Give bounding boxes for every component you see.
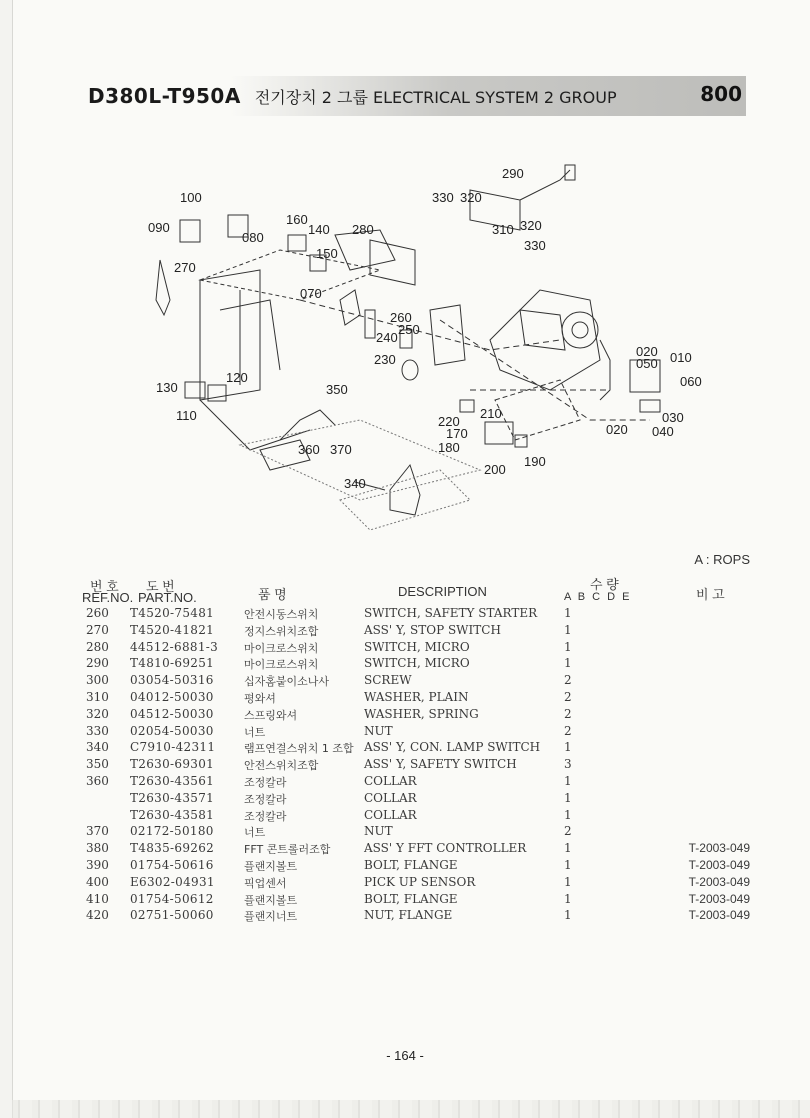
callout-030: 030	[662, 410, 684, 425]
korean-name-cell: 조정칼라	[244, 809, 287, 823]
callout-060: 060	[680, 374, 702, 389]
table-row	[84, 673, 764, 690]
part-no-cell: 01754-50612	[130, 891, 214, 906]
ref-no-cell: 320	[86, 706, 109, 721]
korean-name-cell: 너트	[244, 826, 266, 840]
ref-no-cell: 400	[86, 874, 109, 889]
ref-no-cell: 290	[86, 656, 109, 671]
part-no-cell: T2630-43561	[130, 773, 215, 788]
ref-no-cell: 270	[86, 622, 109, 637]
quantity-cell: 3	[564, 757, 572, 772]
ref-no-cell: 340	[86, 740, 109, 755]
description-cell: SCREW	[364, 673, 412, 688]
ref-no-cell: 350	[86, 757, 109, 772]
part-no-cell: E6302-04931	[130, 874, 215, 889]
description-cell: ASS' Y FFT CONTROLLER	[364, 841, 527, 856]
callout-320b: 320	[520, 218, 542, 233]
korean-name-cell: 안전스위치조합	[244, 759, 319, 773]
description-cell: ASS' Y, CON. LAMP SWITCH	[364, 740, 541, 755]
part-no-cell: T4520-75481	[130, 606, 215, 620]
part-no-cell: 03054-50316	[130, 673, 214, 688]
quantity-cell: 1	[564, 606, 572, 620]
ref-no-cell: 300	[86, 673, 109, 688]
description-cell: PICK UP SENSOR	[364, 874, 476, 889]
callout-260: 260	[390, 310, 412, 325]
callout-280: 280	[352, 222, 374, 237]
ref-no-cell: 380	[86, 841, 109, 856]
ref-no-cell: 260	[86, 606, 109, 620]
description-cell: ASS' Y, STOP SWITCH	[364, 622, 501, 637]
callout-240: 240	[376, 330, 398, 345]
part-no-cell: 04512-50030	[130, 706, 214, 721]
quantity-cell: 1	[564, 841, 572, 856]
part-no-cell: C7910-42311	[130, 740, 216, 755]
korean-name-cell: 십자홈붙이소나사	[244, 675, 330, 689]
quantity-cell: 1	[564, 874, 572, 889]
part-no-cell: T4520-41821	[130, 622, 215, 637]
table-row	[84, 707, 764, 724]
callout-310: 310	[492, 222, 514, 237]
callout-320: 320	[460, 190, 482, 205]
callout-360: 360	[298, 442, 320, 457]
page-header	[84, 76, 746, 116]
callout-230: 230	[374, 352, 396, 367]
part-no-cell: 02172-50180	[130, 824, 214, 839]
ref-no-cell: 370	[86, 824, 109, 839]
table-row	[84, 640, 764, 657]
korean-name-cell: 마이크로스위치	[244, 658, 319, 672]
callout-220: 220	[438, 414, 460, 429]
description-cell: NUT	[364, 824, 393, 839]
table-row	[84, 656, 764, 673]
description-cell: COLLAR	[364, 773, 417, 788]
ref-no-header-kr: 번 호	[90, 579, 119, 594]
table-row	[84, 892, 764, 909]
callout-250: 250	[398, 322, 420, 337]
ref-no-cell: 330	[86, 723, 109, 738]
table-row	[84, 740, 764, 757]
table-row	[84, 858, 764, 875]
group-code: 800	[700, 82, 742, 106]
quantity-cell: 1	[564, 807, 572, 822]
callout-050: 050	[636, 356, 658, 371]
callout-070: 070	[300, 286, 322, 301]
callout-200: 200	[484, 462, 506, 477]
table-row	[84, 841, 764, 858]
callout-330: 330	[432, 190, 454, 205]
table-row	[84, 875, 764, 892]
table-row	[84, 690, 764, 707]
part-no-cell: T2630-43571	[130, 790, 215, 805]
ref-no-cell: 420	[86, 908, 109, 923]
part-no-cell: T4835-69262	[130, 841, 215, 856]
ref-no-cell: 390	[86, 857, 109, 872]
rops-note: A : ROPS	[694, 552, 750, 567]
korean-name-cell: 정지스위치조합	[244, 624, 319, 638]
callout-270: 270	[174, 260, 196, 275]
part-no-cell: 02054-50030	[130, 723, 214, 738]
name-header-kr: 품 명	[258, 587, 287, 602]
model-code: D380L-T950A	[88, 84, 241, 108]
remark-cell: T-2003-049	[688, 841, 750, 856]
description-cell: NUT, FLANGE	[364, 908, 453, 923]
quantity-cell: 2	[564, 824, 572, 839]
quantity-cell: 2	[564, 723, 572, 738]
description-cell: BOLT, FLANGE	[364, 857, 458, 872]
korean-name-cell: 평와셔	[244, 691, 276, 705]
ref-no-cell: 280	[86, 639, 109, 654]
description-cell: COLLAR	[364, 790, 417, 805]
callout-020: 020	[636, 344, 658, 359]
remark-cell: T-2003-049	[688, 891, 750, 906]
description-cell: SWITCH, MICRO	[364, 639, 470, 654]
page-number: - 164 -	[386, 1048, 424, 1063]
remark-cell: T-2003-049	[688, 874, 750, 889]
part-no-header-kr: 도 번	[146, 579, 175, 594]
callout-170: 170	[446, 426, 468, 441]
quantity-cell: 2	[564, 673, 572, 688]
part-no-cell: T4810-69251	[130, 656, 215, 671]
table-row	[84, 908, 764, 925]
korean-name-cell: 램프연결스위치 1 조합	[244, 742, 354, 756]
quantity-cell: 1	[564, 857, 572, 872]
callout-100: 100	[180, 190, 202, 205]
table-row	[84, 757, 764, 774]
callout-090: 090	[148, 220, 170, 235]
remark-header-kr: 비 고	[696, 587, 725, 602]
korean-name-cell: 스프링와셔	[244, 708, 298, 722]
description-cell: BOLT, FLANGE	[364, 891, 458, 906]
table-row	[84, 808, 764, 825]
callout-370: 370	[330, 442, 352, 457]
table-row	[84, 774, 764, 791]
qty-columns-header: A B C D E	[564, 591, 630, 603]
quantity-cell: 1	[564, 639, 572, 654]
part-no-cell: 01754-50616	[130, 857, 214, 872]
korean-name-cell: 안전시동스위치	[244, 608, 319, 621]
description-cell: COLLAR	[364, 807, 417, 822]
description-cell: WASHER, PLAIN	[364, 689, 469, 704]
table-row	[84, 791, 764, 808]
table-row	[84, 824, 764, 841]
korean-name-cell: 픽업센서	[244, 876, 287, 890]
korean-name-cell: 플랜지너트	[244, 910, 298, 924]
callout-020b: 020	[606, 422, 628, 437]
callout-150: 150	[316, 246, 338, 261]
table-row	[84, 724, 764, 741]
part-no-cell: 02751-50060	[130, 908, 214, 923]
korean-name-cell: 마이크로스위치	[244, 641, 319, 655]
remark-cell: T-2003-049	[688, 857, 750, 872]
callout-140: 140	[308, 222, 330, 237]
parts-diagram	[140, 160, 770, 540]
callout-190: 190	[524, 454, 546, 469]
part-no-cell: 44512-6881-3	[130, 639, 219, 654]
callout-120: 120	[226, 370, 248, 385]
table-row	[84, 606, 764, 623]
korean-name-cell: FFT 콘트롤러조합	[244, 843, 331, 857]
description-cell: SWITCH, SAFETY STARTER	[364, 606, 538, 620]
ref-no-cell: 310	[86, 689, 109, 704]
remark-cell: T-2003-049	[688, 908, 750, 923]
callout-110: 110	[176, 408, 197, 423]
quantity-cell: 1	[564, 773, 572, 788]
korean-name-cell: 플랜지볼트	[244, 859, 298, 873]
ref-no-cell: 410	[86, 891, 109, 906]
section-title: 전기장치 2 그룹 ELECTRICAL SYSTEM 2 GROUP	[254, 87, 617, 107]
quantity-cell: 1	[564, 790, 572, 805]
callout-290: 290	[502, 166, 524, 181]
callout-130: 130	[156, 380, 178, 395]
parts-table	[84, 606, 764, 925]
quantity-cell: 1	[564, 622, 572, 637]
quantity-cell: 1	[564, 908, 572, 923]
part-no-cell: 04012-50030	[130, 689, 214, 704]
callout-010: 010	[670, 350, 692, 365]
quantity-cell: 2	[564, 689, 572, 704]
part-no-cell: T2630-69301	[130, 757, 215, 772]
description-cell: WASHER, SPRING	[364, 706, 479, 721]
callout-080: 080	[242, 230, 264, 245]
ref-no-cell: 360	[86, 773, 109, 788]
korean-name-cell: 조정칼라	[244, 792, 287, 806]
description-cell: NUT	[364, 723, 393, 738]
callout-210: 210	[480, 406, 502, 421]
korean-name-cell: 플랜지볼트	[244, 893, 298, 907]
quantity-cell: 1	[564, 740, 572, 755]
qty-header-kr: 수 량	[590, 577, 619, 592]
quantity-cell: 1	[564, 891, 572, 906]
callout-340: 340	[344, 476, 366, 491]
callout-180: 180	[438, 440, 460, 455]
callout-160: 160	[286, 212, 308, 227]
scan-edge	[12, 1100, 810, 1118]
part-no-header: PART.NO.	[138, 590, 197, 605]
ref-no-header: REF.NO.	[82, 590, 134, 605]
quantity-cell: 2	[564, 706, 572, 721]
korean-name-cell: 너트	[244, 725, 266, 739]
description-cell: SWITCH, MICRO	[364, 656, 470, 671]
quantity-cell: 1	[564, 656, 572, 671]
description-cell: ASS' Y, SAFETY SWITCH	[364, 757, 517, 772]
korean-name-cell: 조정칼라	[244, 775, 287, 789]
callout-040: 040	[652, 424, 674, 439]
callout-350: 350	[326, 382, 348, 397]
callout-330b: 330	[524, 238, 546, 253]
table-row	[84, 623, 764, 640]
description-header: DESCRIPTION	[398, 584, 487, 599]
part-no-cell: T2630-43581	[130, 807, 215, 822]
